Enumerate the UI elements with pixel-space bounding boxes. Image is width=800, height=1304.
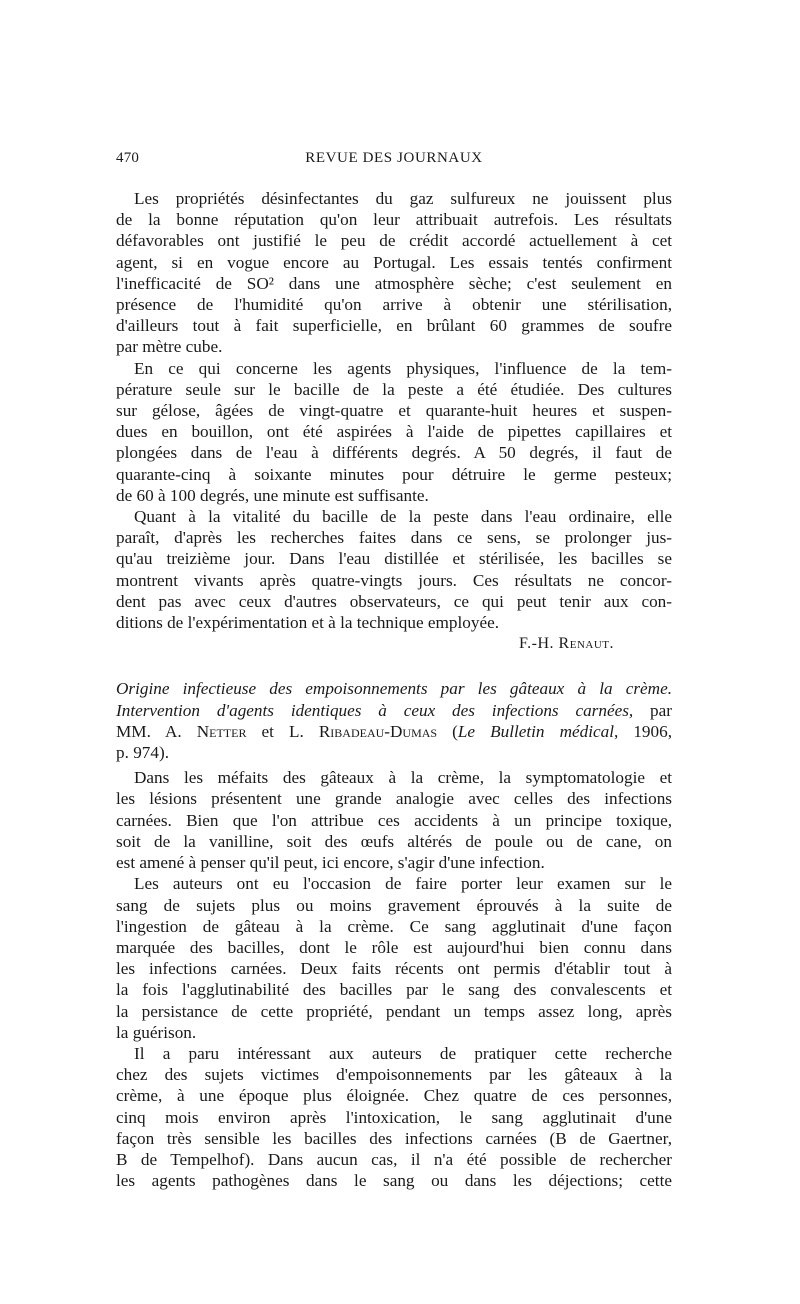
text-line: marquée des bacilles, dont le rôle est aujourd'hui bien connu dans <box>116 937 672 957</box>
text-line: sang de sujets plus ou moins gravement éprouvés à la suite de <box>116 895 672 915</box>
text-line: Les auteurs ont eu l'occasion de faire porter leur examen sur le <box>134 874 672 894</box>
text-line: quarante-cinq à soixante minutes pour détruire le germe pesteux; <box>116 464 672 484</box>
text-line: d'ailleurs tout à fait superficielle, en brûlant 60 grammes de soufre <box>116 316 672 336</box>
text-line: par mètre cube. <box>116 337 223 357</box>
text-line: les agents pathogènes dans le sang ou dans les déjections; cette <box>116 1171 672 1191</box>
text-line: la guérison. <box>116 1022 197 1042</box>
signature: F.-H. Renaut. <box>519 635 614 653</box>
text-line: de 60 à 100 degrés, une minute est suffisante. <box>116 485 429 505</box>
text-line: ditions de l'expérimentation et à la technique employée. <box>116 613 500 633</box>
text-line: dues en bouillon, ont été aspirées à l'aide de pipettes capillaires et <box>116 422 672 442</box>
journal-page <box>116 148 672 1191</box>
page-header <box>116 148 672 170</box>
text-line: soit de la vanilline, soit des œufs altérés de poule ou de cane, on <box>116 831 672 851</box>
journal-name: Le Bulletin médical <box>457 721 614 741</box>
text-line: défavorables ont justifié le peu de crédit accordé actuellement à cet <box>116 231 672 251</box>
author-netter: Netter <box>196 721 247 741</box>
text-line: la fois l'agglutinabilité des bacilles par le sang des convalescents et <box>116 980 672 1000</box>
text-line: cinq mois environ après l'intoxication, le sang agglutinait d'une <box>116 1107 672 1127</box>
page-ref: p. 974). <box>116 743 169 763</box>
text-line: montrent vivants après quatre-vingts jours. Ces résultats ne concor- <box>116 570 672 590</box>
text-line: chez des sujets victimes d'empoisonnements par les gâteaux à la <box>116 1065 672 1085</box>
article-title <box>116 678 672 763</box>
text-line: les lésions présentent une grande analogie avec celles des infections <box>116 789 672 809</box>
text-line: est amené à penser qu'il peut, ici encore, s'agir d'une infection. <box>116 853 545 873</box>
text-line: Il a paru intéressant aux auteurs de pratiquer cette recherche <box>134 1043 672 1063</box>
paren-open: ( <box>437 721 458 741</box>
author-line <box>116 721 672 742</box>
paragraph-physical-agents <box>116 358 672 506</box>
paragraph-blood-exam <box>116 873 672 1043</box>
text-line: En ce qui concerne les agents physiques, l'influence de la tem- <box>134 358 672 378</box>
title-line: Origine infectieuse des empoisonnements par les gâteaux à la crème. <box>116 679 672 699</box>
title-line <box>116 700 672 721</box>
running-title: REVUE DES JOURNAUX <box>305 150 483 166</box>
title-tail: par <box>633 700 672 720</box>
text-line: sur gélose, âgées de vingt-quatre et quarante-huit heures et suspen- <box>116 401 672 421</box>
paragraph-research <box>116 1043 672 1191</box>
text-line: paraît, d'après les recherches faites dans ce sens, se prolonger jus- <box>116 528 672 548</box>
text-line: présence de l'humidité qu'on arrive à obtenir une stérilisation, <box>116 295 672 315</box>
text-line: carnées. Bien que l'on attribue ces accidents à un principe toxique, <box>116 810 672 830</box>
text-line: la persistance de cette propriété, pendant un temps assez long, après <box>116 1001 672 1021</box>
text-line: agent, si en vogue encore au Portugal. Les essais tentés confirment <box>116 252 672 272</box>
text-line: de la bonne réputation qu'on leur attribuait autrefois. Les résultats <box>116 210 672 230</box>
text-line: plongées dans de l'eau à différents degrés. A 50 degrés, il faut de <box>116 443 672 463</box>
author-prefix: MM. A. <box>116 721 197 741</box>
text-line: Quant à la vitalité du bacille de la peste dans l'eau ordinaire, elle <box>134 507 672 527</box>
text-line: l'ingestion de gâteau à la crème. Ce sang agglutinait d'une façon <box>116 916 672 936</box>
text-line: B de Tempelhof). Dans aucun cas, il n'a été possible de rechercher <box>116 1149 672 1169</box>
journal-year: , 1906, <box>613 721 672 741</box>
text-line: l'inefficacité de SO² dans une atmosphère sèche; c'est seulement en <box>116 273 672 293</box>
text-line: façon très sensible les bacilles des infections carnées (B de Gaertner, <box>116 1128 672 1148</box>
page-number: 470 <box>116 150 140 166</box>
text-line: Les propriétés désinfectantes du gaz sulfureux ne jouissent plus <box>134 189 672 208</box>
text-line: pérature seule sur le bacille de la peste a été étudiée. Des cultures <box>116 379 672 399</box>
text-line: les infections carnées. Deux faits récents ont permis d'établir tout à <box>116 959 672 979</box>
author-join: et L. <box>246 721 319 741</box>
paragraph-vitality <box>116 506 672 633</box>
text-line: Dans les méfaits des gâteaux à la crème, la symptomatologie et <box>134 768 672 788</box>
text-line: dent pas avec ceux d'autres observateurs, ce qui peut tenir aux con- <box>116 591 672 611</box>
text-line: crème, à une époque plus éloignée. Chez quatre de ces personnes, <box>116 1086 672 1106</box>
title-italic: Intervention d'agents identiques à ceux des infections carnées, <box>116 700 634 720</box>
paragraph-sulfur <box>116 188 672 358</box>
author-ribadeau-dumas: Ribadeau-Dumas <box>318 721 438 741</box>
paragraph-cakes <box>116 767 672 873</box>
text-line: qu'au treizième jour. Dans l'eau distillée et stérilisée, les bacilles se <box>116 549 672 569</box>
